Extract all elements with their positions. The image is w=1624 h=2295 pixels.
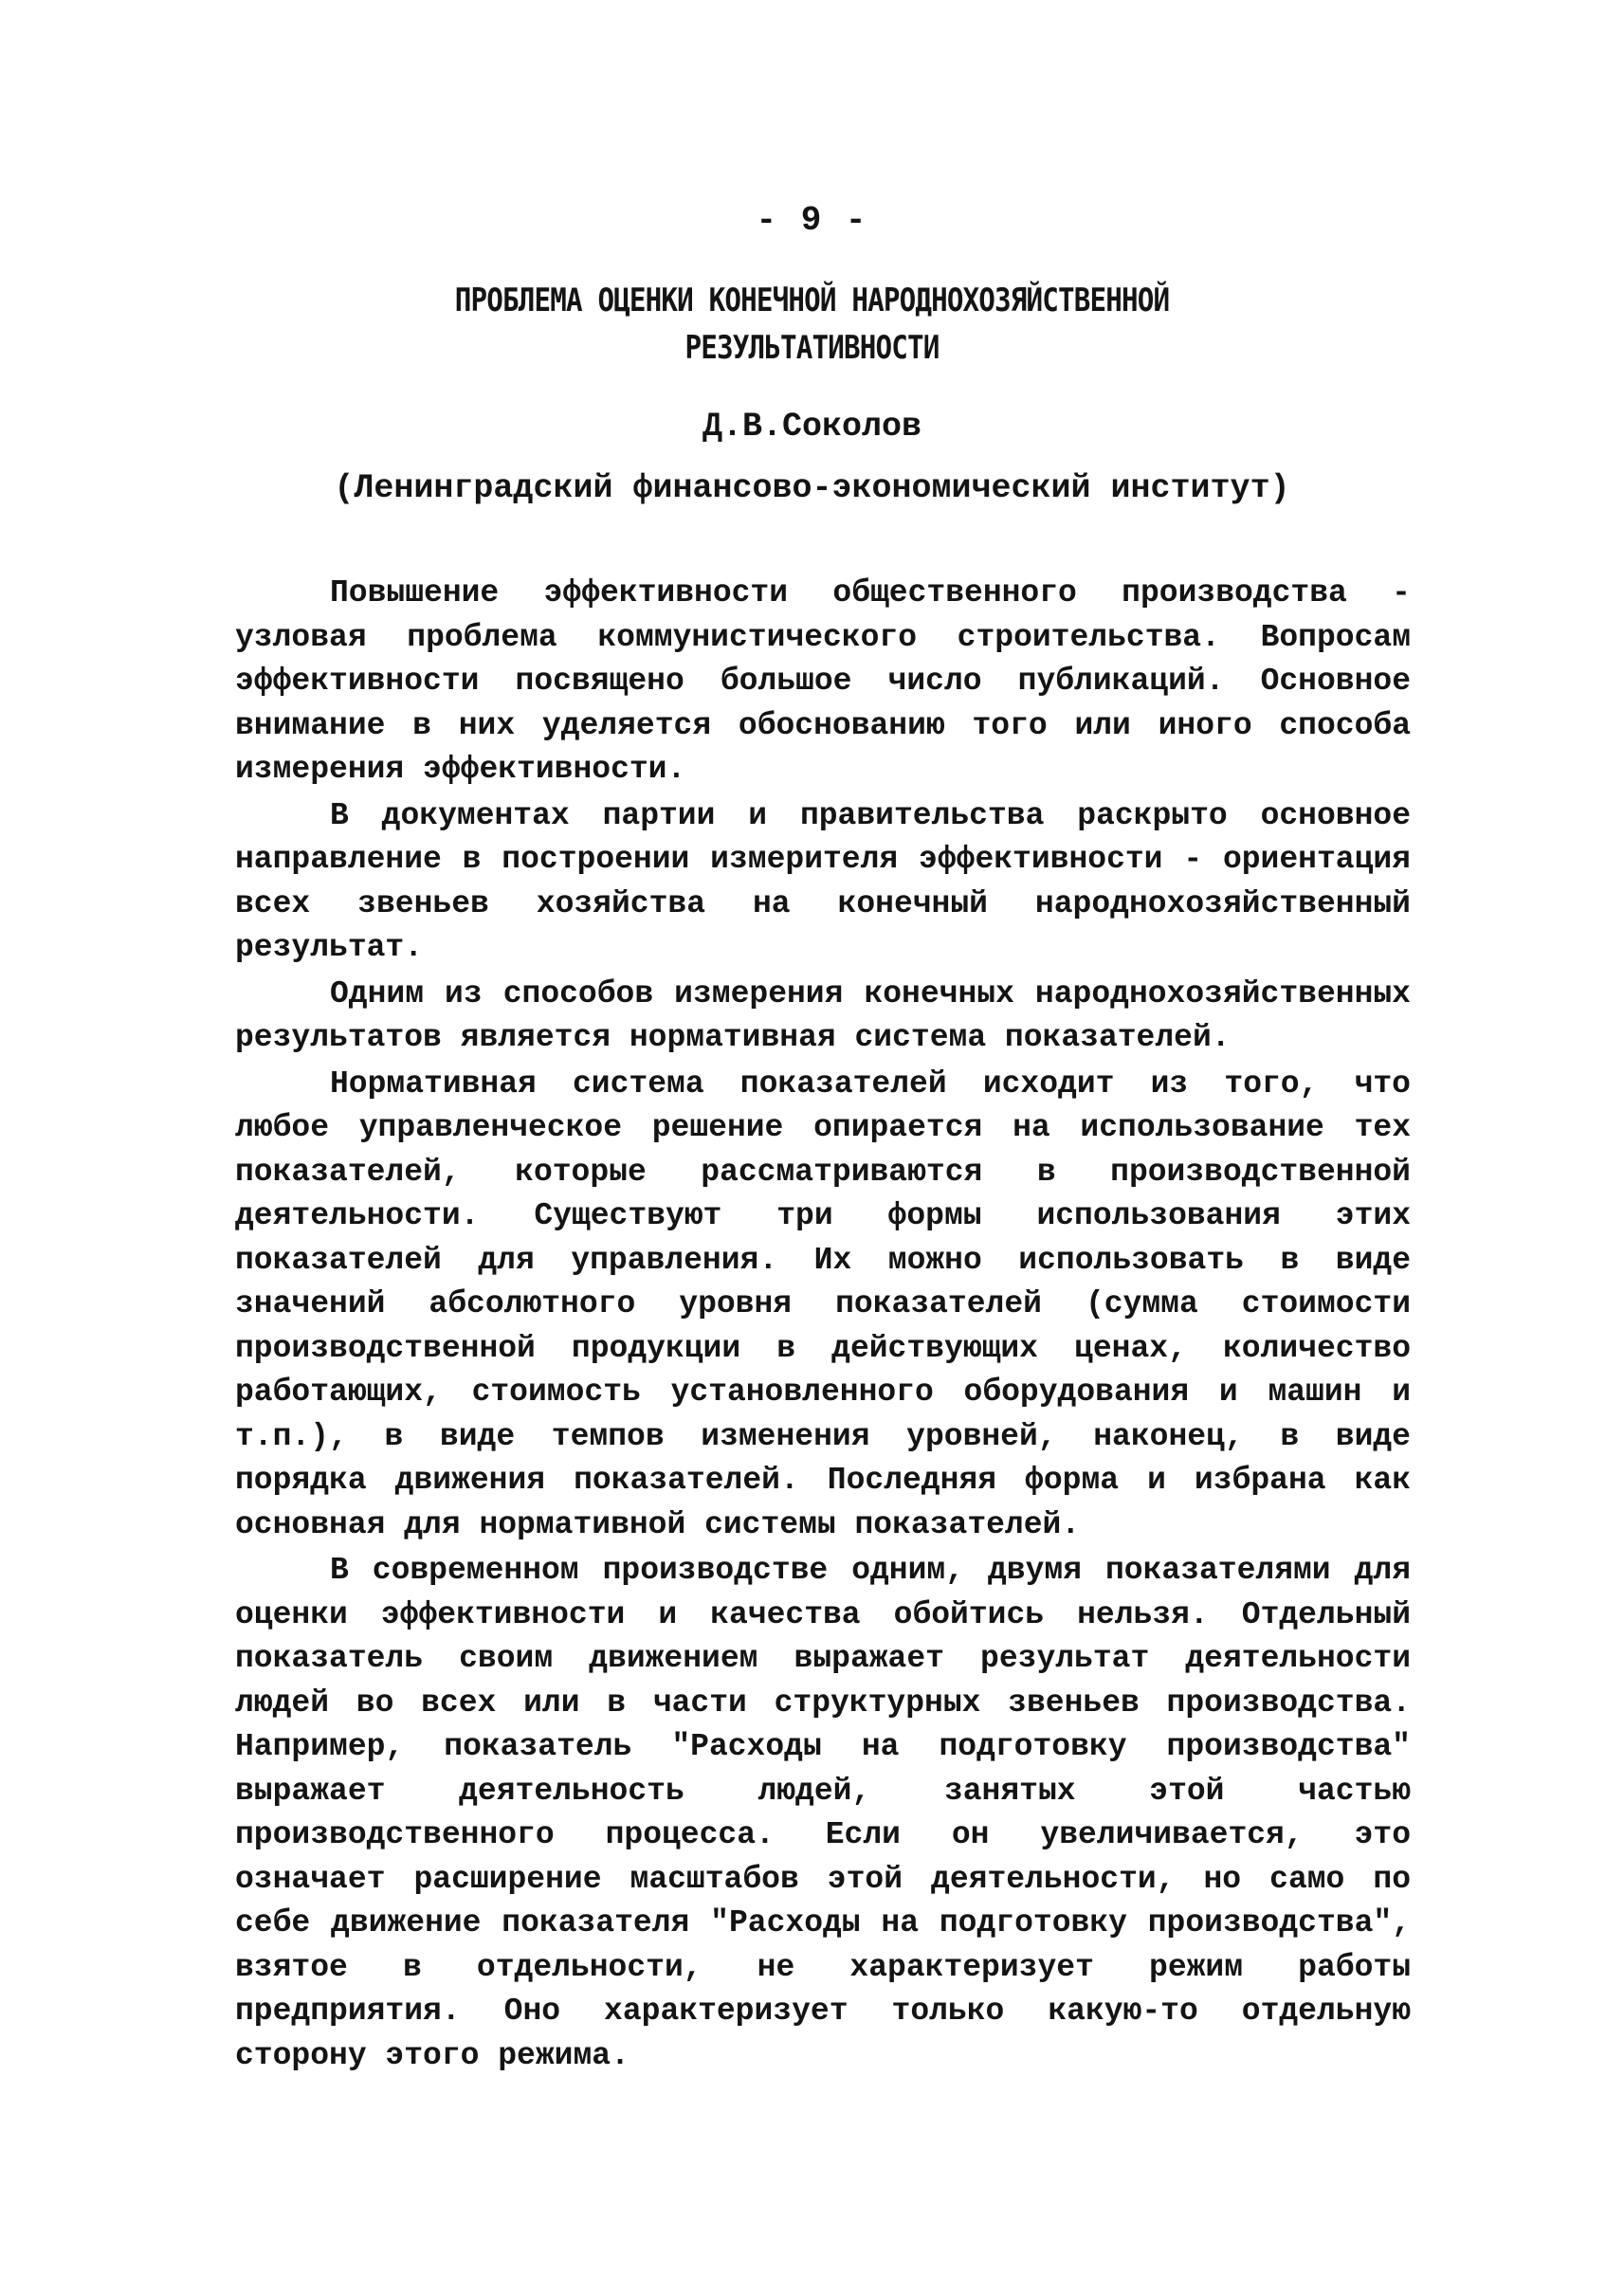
article-title-line-2: РЕЗУЛЬТАТИВНОСТИ <box>684 329 940 367</box>
paragraph-5: В современном производстве одним, двумя показателями для оценки эффективности и качества обойтись нельзя. Отдельный показатель своим движением выражает результат деятельности людей во всех или в части структурных звеньев производства. Например, показатель "Расходы на подготовку производства" выражает деятельность людей, занятых этой частью производственного процесса. Если он увеличивается, это означает расширение масштабов этой деятельности, но само по себе движение показателя "Расходы на подготовку производства", взятое в отдельности, не характеризует режим работы предприятия. Оно характеризует только какую-то отдельную сторону этого режима. <box>235 1553 1411 2073</box>
author-name: Д.В.Соколов <box>702 408 922 446</box>
article-body <box>235 572 1411 2080</box>
author-institution: (Ленинградский финансово-экономический институт) <box>334 469 1290 507</box>
page-number: - 9 - <box>756 201 868 240</box>
paragraph-2: В документах партии и правительства раскрыто основное направление в построении измерителя эффективности - ориентация всех звеньев хозяйства на конечный народнохозяйственный результат. <box>235 797 1411 965</box>
article-title-line-1: ПРОБЛЕМА ОЦЕНКИ КОНЕЧНОЙ НАРОДНОХОЗЯЙСТВЕННОЙ <box>454 282 1170 319</box>
paragraph-3: Одним из способов измерения конечных народнохозяйственных результатов является нормативная система показателей. <box>235 975 1411 1055</box>
article-title <box>114 277 1510 372</box>
paragraph-4: Нормативная система показателей исходит из того, что любое управленческое решение опирается на использование тех показателей, которые рассматриваются в производственной деятельности. Существуют три формы использования этих показателей для управления. Их можно использовать в виде значений абсолютного уровня показателей (сумма стоимости производственной продукции в действующих ценах, количество работающих, стоимость установленного оборудования и машин и т.п.), в виде темпов изменения уровней, наконец, в виде порядка движения показателей. Последняя форма и избрана как основная для нормативной системы показателей. <box>235 1066 1411 1542</box>
paragraph-1: Повышение эффективности общественного производства - узловая проблема коммунистического строительства. Вопросам эффективности посвящено большое число публикаций. Основное внимание в них уделяется обоснованию того или иного способа измерения эффективности. <box>235 575 1411 787</box>
